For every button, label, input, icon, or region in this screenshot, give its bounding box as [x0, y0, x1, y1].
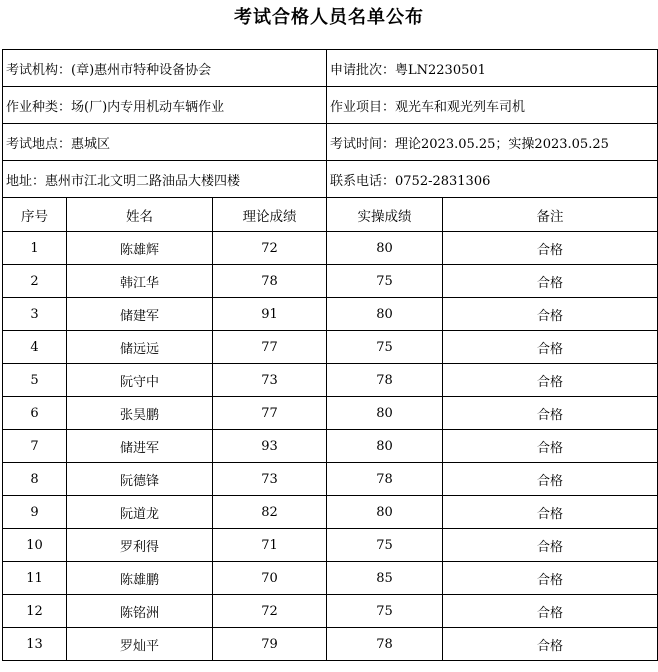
table-row [3, 628, 658, 661]
table-row [3, 430, 658, 463]
practical-score-cell: 75 [327, 595, 443, 628]
table-row [3, 496, 658, 529]
practical-score-cell: 85 [327, 562, 443, 595]
theory-score-cell: 78 [213, 265, 327, 298]
practical-score-cell: 80 [327, 430, 443, 463]
work-item: 作业项目：观光车和观光列车司机 [327, 87, 658, 124]
name-cell: 罗灿平 [67, 628, 213, 661]
table-row [3, 331, 658, 364]
exam-location: 考试地点：惠城区 [3, 124, 327, 161]
remark-cell: 合格 [443, 331, 658, 364]
seq-cell: 8 [3, 463, 67, 496]
seq-cell: 13 [3, 628, 67, 661]
remark-cell: 合格 [443, 595, 658, 628]
theory-score-cell: 93 [213, 430, 327, 463]
theory-score-cell: 82 [213, 496, 327, 529]
name-cell: 阮德锋 [67, 463, 213, 496]
theory-score-cell: 71 [213, 529, 327, 562]
theory-score-cell: 72 [213, 232, 327, 265]
remark-cell: 合格 [443, 298, 658, 331]
seq-cell: 11 [3, 562, 67, 595]
seq-cell: 6 [3, 397, 67, 430]
remark-cell: 合格 [443, 364, 658, 397]
practical-score-cell: 78 [327, 628, 443, 661]
seq-cell: 9 [3, 496, 67, 529]
remark-cell: 合格 [443, 397, 658, 430]
remark-cell: 合格 [443, 430, 658, 463]
seq-cell: 12 [3, 595, 67, 628]
table-row [3, 364, 658, 397]
table-row [3, 463, 658, 496]
seq-cell: 5 [3, 364, 67, 397]
work-category: 作业种类：场(厂)内专用机动车辆作业 [3, 87, 327, 124]
remark-cell: 合格 [443, 628, 658, 661]
table-row [3, 397, 658, 430]
seq-cell: 1 [3, 232, 67, 265]
name-cell: 阮守中 [67, 364, 213, 397]
remark-cell: 合格 [443, 232, 658, 265]
table-header [3, 198, 658, 232]
remark-cell: 合格 [443, 265, 658, 298]
table-row [3, 298, 658, 331]
info-row [3, 87, 658, 124]
practical-score-cell: 78 [327, 364, 443, 397]
remark-cell: 合格 [443, 562, 658, 595]
name-cell: 储远远 [67, 331, 213, 364]
page-title: 考试合格人员名单公布 [234, 7, 424, 28]
theory-score-cell: 72 [213, 595, 327, 628]
table-row [3, 232, 658, 265]
practical-score-cell: 75 [327, 331, 443, 364]
name-cell: 阮道龙 [67, 496, 213, 529]
remark-cell: 合格 [443, 529, 658, 562]
theory-score-cell: 77 [213, 331, 327, 364]
practical-score-cell: 80 [327, 232, 443, 265]
name-cell: 陈雄辉 [67, 232, 213, 265]
remark-cell: 合格 [443, 463, 658, 496]
theory-score-cell: 79 [213, 628, 327, 661]
name-cell: 张昊鹏 [67, 397, 213, 430]
info-row [3, 124, 658, 161]
practical-score-cell: 80 [327, 298, 443, 331]
name-cell: 韩江华 [67, 265, 213, 298]
table-row [3, 562, 658, 595]
theory-score-cell: 73 [213, 364, 327, 397]
results-table [2, 49, 658, 661]
exam-institution: 考试机构：(章)惠州市特种设备协会 [3, 50, 327, 87]
practical-score-cell: 78 [327, 463, 443, 496]
name-cell: 储建军 [67, 298, 213, 331]
practical-score-cell: 75 [327, 529, 443, 562]
theory-score-cell: 91 [213, 298, 327, 331]
info-row [3, 50, 658, 87]
header-cell: 实操成绩 [327, 198, 443, 232]
table-row [3, 595, 658, 628]
header-cell: 姓名 [67, 198, 213, 232]
seq-cell: 4 [3, 331, 67, 364]
practical-score-cell: 80 [327, 496, 443, 529]
header-cell: 理论成绩 [213, 198, 327, 232]
name-cell: 陈铭洲 [67, 595, 213, 628]
header-cell: 备注 [443, 198, 658, 232]
name-cell: 储进军 [67, 430, 213, 463]
theory-score-cell: 70 [213, 562, 327, 595]
theory-score-cell: 73 [213, 463, 327, 496]
contact-phone: 联系电话：0752-2831306 [327, 161, 658, 198]
approval-batch: 申请批次：粤LN2230501 [327, 50, 658, 87]
seq-cell: 10 [3, 529, 67, 562]
seq-cell: 7 [3, 430, 67, 463]
exam-time: 考试时间：理论2023.05.25；实操2023.05.25 [327, 124, 658, 161]
address: 地址：惠州市江北文明二路油品大楼四楼 [3, 161, 327, 198]
header-cell: 序号 [3, 198, 67, 232]
practical-score-cell: 80 [327, 397, 443, 430]
seq-cell: 3 [3, 298, 67, 331]
seq-cell: 2 [3, 265, 67, 298]
theory-score-cell: 77 [213, 397, 327, 430]
remark-cell: 合格 [443, 496, 658, 529]
name-cell: 陈雄鹏 [67, 562, 213, 595]
info-row [3, 161, 658, 198]
name-cell: 罗利得 [67, 529, 213, 562]
practical-score-cell: 75 [327, 265, 443, 298]
table-row [3, 529, 658, 562]
table-row [3, 265, 658, 298]
